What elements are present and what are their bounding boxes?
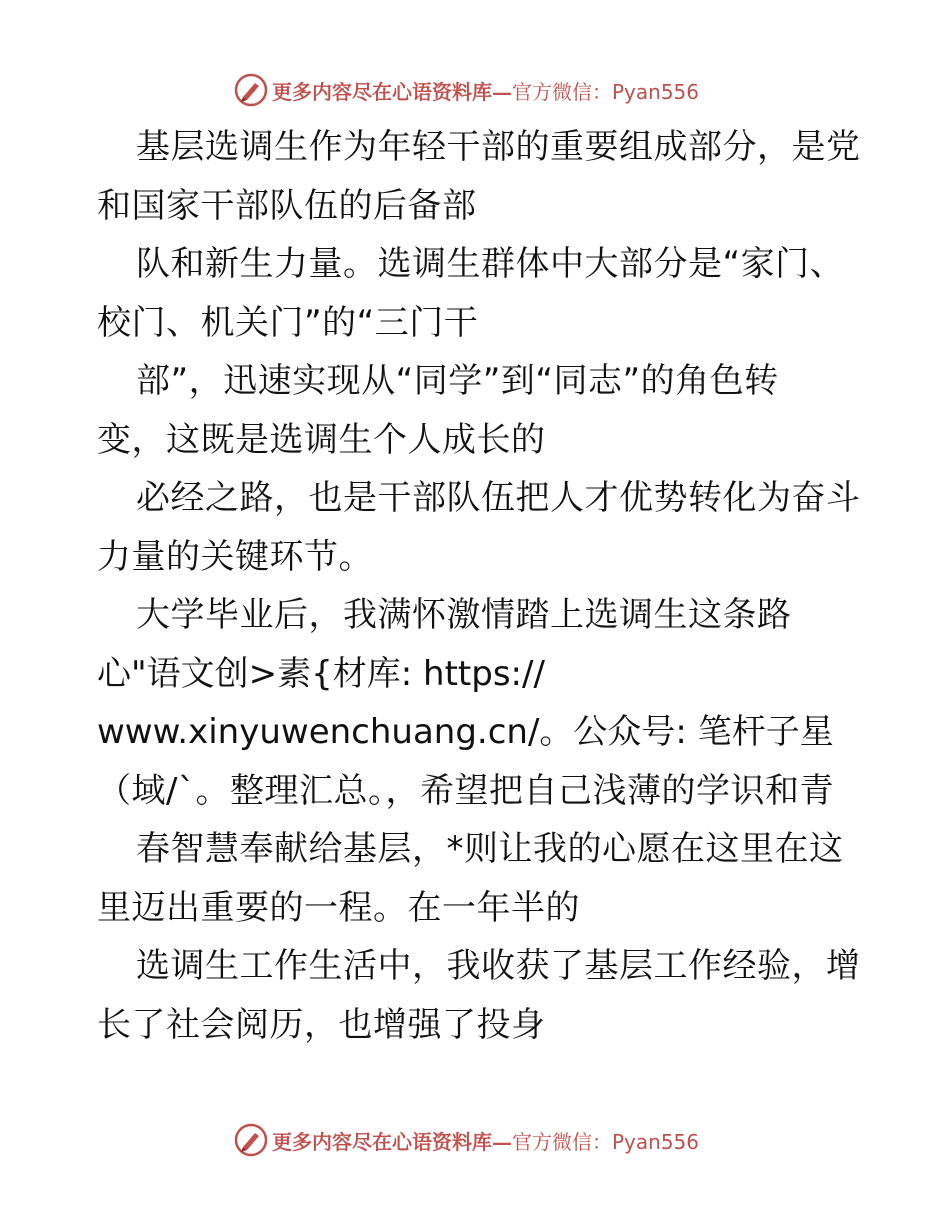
pen-logo-icon bbox=[234, 73, 268, 107]
text-line: 里迈出重要的一程。在一年半的 bbox=[97, 887, 580, 928]
pen-logo-icon bbox=[234, 1123, 268, 1157]
text-line: 春智慧奉献给基层，*则让我的心愿在这里在这 bbox=[136, 829, 844, 869]
text-line: 队和新生力量。选调生群体中大部分是“家门、 bbox=[136, 244, 845, 284]
header-wechat-text: 官方微信：Pyan556 bbox=[512, 79, 700, 104]
text-line: 必经之路，也是干部队伍把人才优势转化为奋斗 bbox=[136, 478, 861, 518]
body-text bbox=[97, 118, 861, 1054]
footer-wechat-text: 官方微信：Pyan556 bbox=[512, 1129, 700, 1154]
text-line: 选调生工作生活中，我收获了基层工作经验，增 bbox=[136, 946, 861, 986]
header-banner bbox=[234, 72, 699, 108]
text-line: 变，这既是选调生个人成长的 bbox=[97, 419, 546, 460]
footer-brand-text: 更多内容尽在心语资料库— bbox=[272, 1129, 512, 1154]
text-line: 基层选调生作为年轻干部的重要组成部分，是党 bbox=[136, 127, 861, 167]
text-line: 和国家干部队伍的后备部 bbox=[97, 185, 477, 226]
text-line: www.xinyuwenchuang.cn/。公众号: 笔杆子星 bbox=[97, 712, 834, 752]
footer-banner bbox=[234, 1122, 699, 1158]
text-line: 力量的关键环节。 bbox=[97, 536, 373, 577]
header-brand-text: 更多内容尽在心语资料库— bbox=[272, 79, 512, 104]
text-line: 长了社会阅历，也增强了投身 bbox=[97, 1004, 546, 1045]
text-line: 心"语文创>素{材库: https:// bbox=[97, 653, 545, 694]
text-line: （域/`。整理汇总。，希望把自己浅薄的学识和青 bbox=[97, 770, 834, 811]
text-line: 校门、机关门”的“三门干 bbox=[97, 302, 479, 343]
text-line: 部”，迅速实现从“同学”到“同志”的角色转 bbox=[136, 361, 779, 401]
text-line: 大学毕业后，我满怀激情踏上选调生这条路 bbox=[136, 595, 792, 635]
